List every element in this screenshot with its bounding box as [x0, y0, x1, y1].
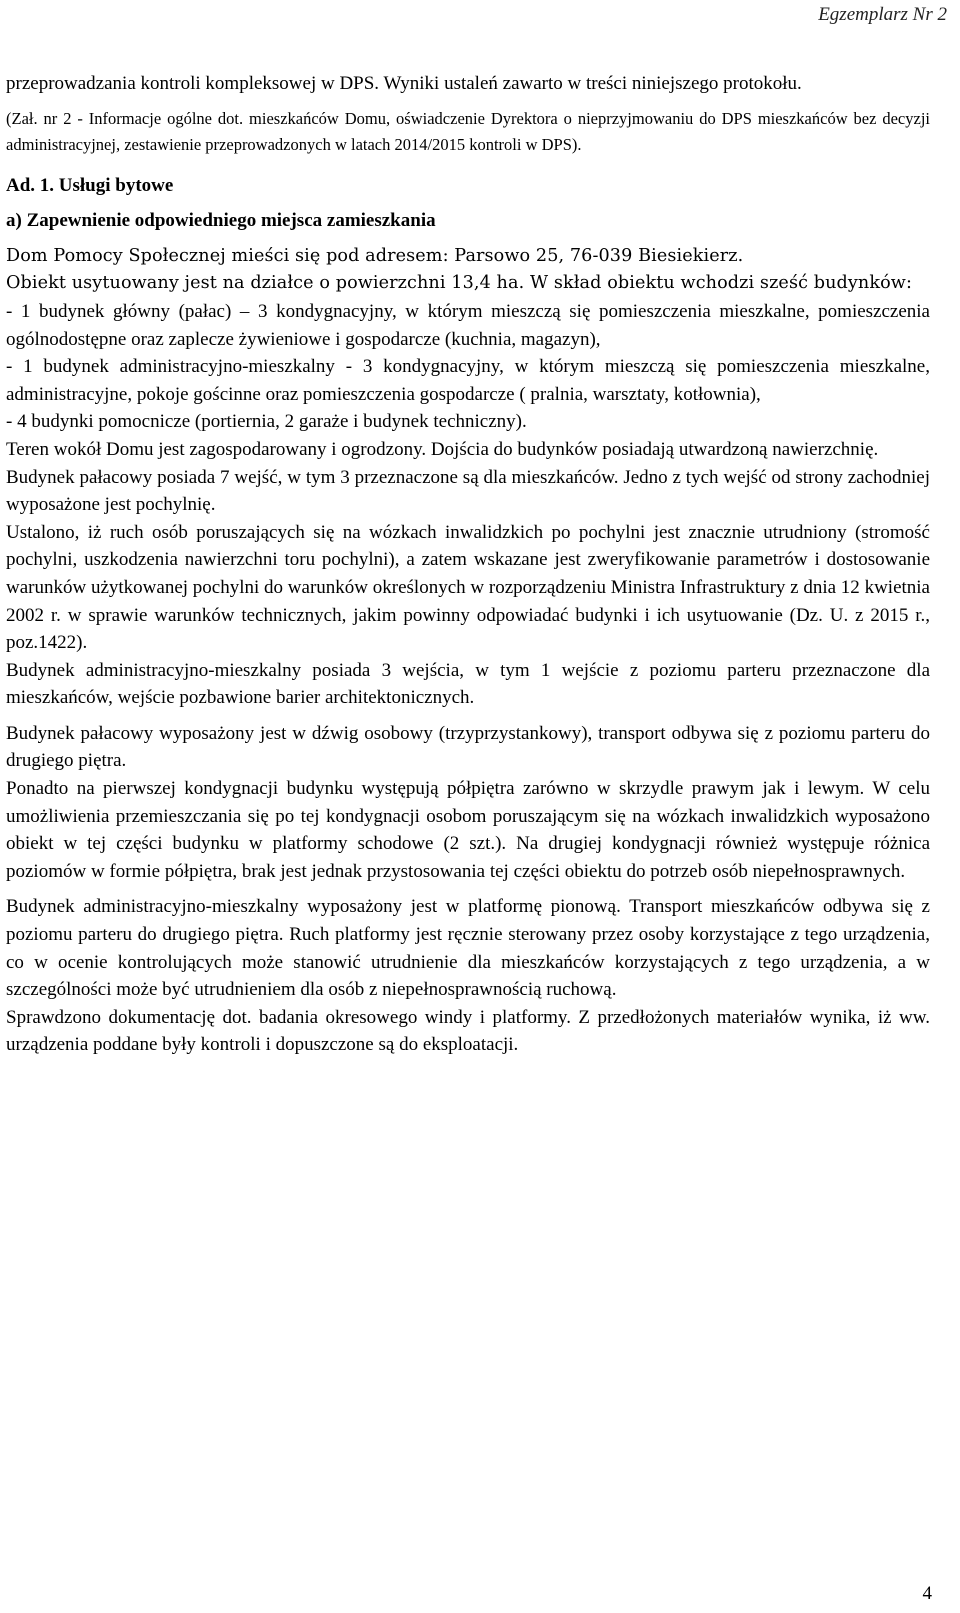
- document-body: [6, 70, 930, 1059]
- copy-number-label: Egzemplarz Nr 2: [818, 4, 947, 25]
- address-paragraph: [6, 243, 930, 298]
- page-number: 4: [922, 1583, 932, 1604]
- address-text: Dom Pomocy Społecznej mieści się pod adresem: Parsowo 25, 76-039 Biesiekierz.: [6, 245, 744, 266]
- entrances-paragraph: Budynek pałacowy posiada 7 wejść, w tym 3 przeznaczone są dla mieszkańców. Jedno z tych wejść od strony zachodniej wyposażone jest pochylnię.: [6, 466, 930, 516]
- section-subheading: a) Zapewnienie odpowiedniego miejsca zamieszkania: [6, 210, 436, 232]
- section-heading: Ad. 1. Usługi bytowe: [6, 174, 174, 196]
- plot-text: Obiekt usytuowany jest na działce o powierzchni 13,4 ha.: [6, 273, 525, 294]
- inspection-paragraph: Sprawdzono dokumentację dot. badania okresowego windy i platformy. Z przedłożonych materiałów wynika, iż ww. urządzenia poddane były kontroli i dopuszczone są do eksploatacji.: [6, 1006, 930, 1056]
- intro-paragraph: przeprowadzania kontroli kompleksowej w DPS. Wyniki ustaleń zawarto w treści niniejszego protokołu.: [6, 73, 802, 94]
- admin-entrances-paragraph: Budynek administracyjno-mieszkalny posiada 3 wejścia, w tym 1 wejście z poziomu parteru przeznaczone dla mieszkańców, wejście pozbawione barier architektonicznych.: [6, 659, 930, 709]
- ramp-paragraph: Ustalono, iż ruch osób poruszających się na wózkach inwalidzkich po pochylni jest znacznie utrudniony (stromość pochylni, uszkodzenia nawierzchni toru pochylni), a zatem wskazane jest zweryfikowanie parametrów i dostosowanie warunków użytkowanej pochylni do warunków określonych w rozporządzeniu Ministra Infrastruktury z dnia 12 kwietnia 2002 r. w sprawie warunków technicznych, jakim powinny odpowiadać budynki i ich usytuowanie (Dz. U. z 2015 r., poz.1422).: [6, 521, 930, 654]
- mezzanine-paragraph: Ponadto na pierwszej kondygnacji budynku występują półpiętra zarówno w skrzydle prawym jak i lewym. W celu umożliwienia przemieszczania się po tej kondygnacji osobom poruszającym się na wózkach inwalidzkich wyposażono obiekt w tej części budynku w platformy schodowe (2 szt.). Na drugiej kondygnacji również występuje różnica poziomów w formie półpiętra, brak jest jednak przystosowania tej części obiektu do potrzeb osób niepełnosprawnych.: [6, 778, 930, 882]
- buildings-intro-text: W skład obiektu wchodzi sześć budynków:: [529, 273, 912, 294]
- grounds-paragraph: Teren wokół Domu jest zagospodarowany i ogrodzony. Dojścia do budynków posiadają utwardzoną nawierzchnię.: [6, 438, 879, 460]
- building-item-auxiliary: - 4 budynki pomocnicze (portiernia, 2 garaże i budynek techniczny).: [6, 411, 527, 433]
- platform-paragraph: Budynek administracyjno-mieszkalny wyposażony jest w platformę pionową. Transport mieszkańców odbywa się z poziomu parteru do drugiego piętra. Ruch platformy jest ręcznie sterowany przez osoby korzystające z tego urządzenia, co w ocenie kontrolujących może stanowić utrudnienie dla mieszkańców korzystających z tego urządzenia, a w szczególności może być utrudnieniem dla osób z niepełnosprawnością ruchową.: [6, 896, 930, 1001]
- attachment-note: (Zał. nr 2 - Informacje ogólne dot. mieszkańców Domu, oświadczenie Dyrektora o nieprzyjmowaniu do DPS mieszkańców bez decyzji administracyjnej, zestawienie przeprowadzonych w latach 2014/2015 kontroli w DPS).: [6, 108, 930, 154]
- lift-paragraph: Budynek pałacowy wyposażony jest w dźwig osobowy (trzyprzystankowy), transport odbywa się z poziomu parteru do drugiego piętra.: [6, 722, 930, 772]
- building-item-main: - 1 budynek główny (pałac) – 3 kondygnacyjny, w którym mieszczą się pomieszczenia mieszkalne, pomieszczenia ogólnodostępne oraz zaplecze żywieniowe i gospodarcze (kuchnia, magazyn),: [6, 300, 930, 350]
- building-item-admin: - 1 budynek administracyjno-mieszkalny - 3 kondygnacyjny, w którym mieszczą się pomieszczenia mieszkalne, administracyjne, pokoje gościnne oraz pomieszczenia gospodarcze ( pralnia, warsztaty, kotłownia),: [6, 356, 930, 405]
